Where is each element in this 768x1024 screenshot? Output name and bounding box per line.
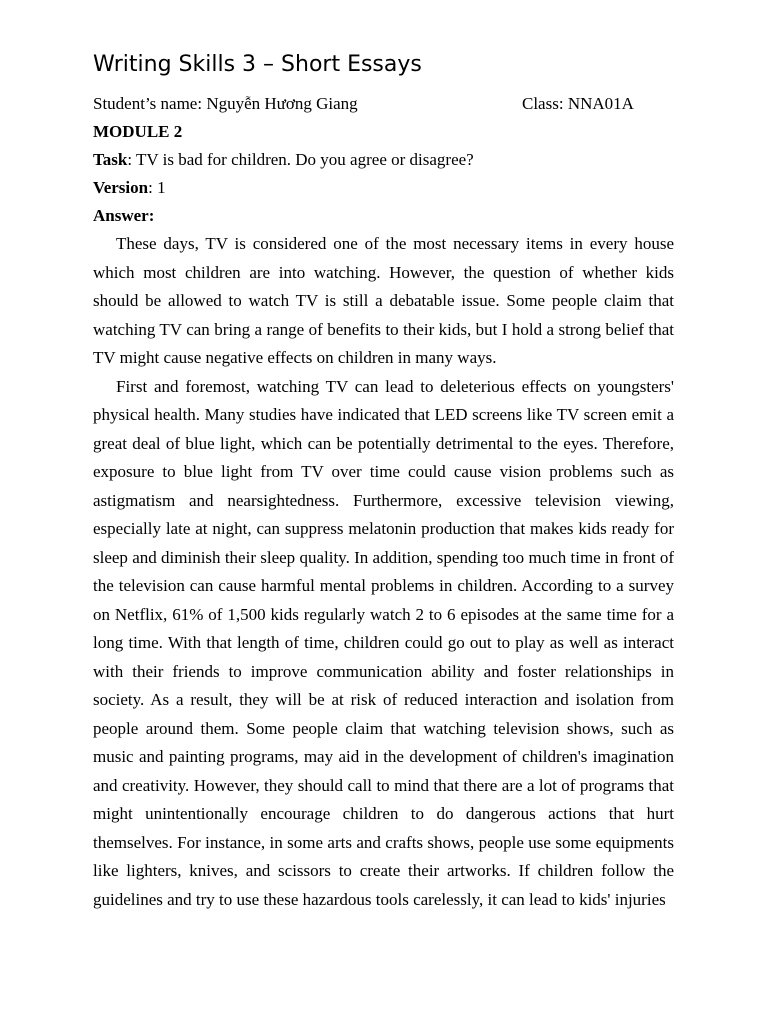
- student-info-row: [93, 90, 674, 118]
- class-value: NNA01A: [567, 94, 634, 113]
- essay-body: [93, 230, 674, 914]
- task-label: Task: [93, 150, 128, 169]
- essay-paragraph: First and foremost, watching TV can lead to deleterious effects on youngsters' physical health. Many studies have indicated that LED screens like TV screen emit a great deal of blue light, which can be potentially detrimental to the eyes. Therefore, exposure to blue light from TV over time could cause vision problems such as astigmatism and nearsightedness. Furthermore, excessive television viewing, especially late at night, can suppress melatonin production that makes kids ready for sleep and diminish their sleep quality. In addition, spending too much time in front of the television can cause harmful mental problems in children. According to a survey on Netflix, 61% of 1,500 kids regularly watch 2 to 6 episodes at the same time for a long time. With that length of time, children could go out to play as well as interact with their friends to improve communication ability and foster relationships in society. As a result, they will be at risk of reduced interaction and isolation from people around them. Some people claim that watching television shows, such as music and painting programs, may aid in the development of children's imagination and creativity. However, they should call to mind that there are a lot of programs that might unintentionally encourage children to do dangerous actions that hurt themselves. For instance, in some arts and crafts shows, people use some equipments like lighters, knives, and scissors to create their artworks. If children follow the guidelines and try to use these hazardous tools carelessly, it can lead to kids' injuries: [93, 376, 674, 909]
- essay-paragraph: These days, TV is considered one of the most necessary items in every house which most children are into watching. However, the question of whether kids should be allowed to watch TV is still a debatable issue. Some people claim that watching TV can bring a range of benefits to their kids, but I hold a strong belief that TV might cause negative effects on children in many ways.: [93, 234, 674, 367]
- class-field: [522, 90, 634, 118]
- version-text: : 1: [148, 178, 166, 197]
- student-name-label: Student’s name:: [93, 94, 207, 113]
- version-line: [93, 174, 674, 202]
- document-title: Writing Skills 3 – Short Essays: [93, 52, 422, 77]
- module-label: MODULE 2: [93, 122, 183, 141]
- class-label: Class:: [522, 94, 568, 113]
- module-heading: [93, 118, 674, 146]
- answer-label: Answer:: [93, 206, 155, 225]
- answer-heading: [93, 202, 674, 230]
- task-text: : TV is bad for children. Do you agree or disagree?: [127, 150, 474, 169]
- task-line: [93, 146, 674, 174]
- version-label: Version: [93, 178, 149, 197]
- student-name-value: Nguyễn Hương Giang: [206, 94, 358, 113]
